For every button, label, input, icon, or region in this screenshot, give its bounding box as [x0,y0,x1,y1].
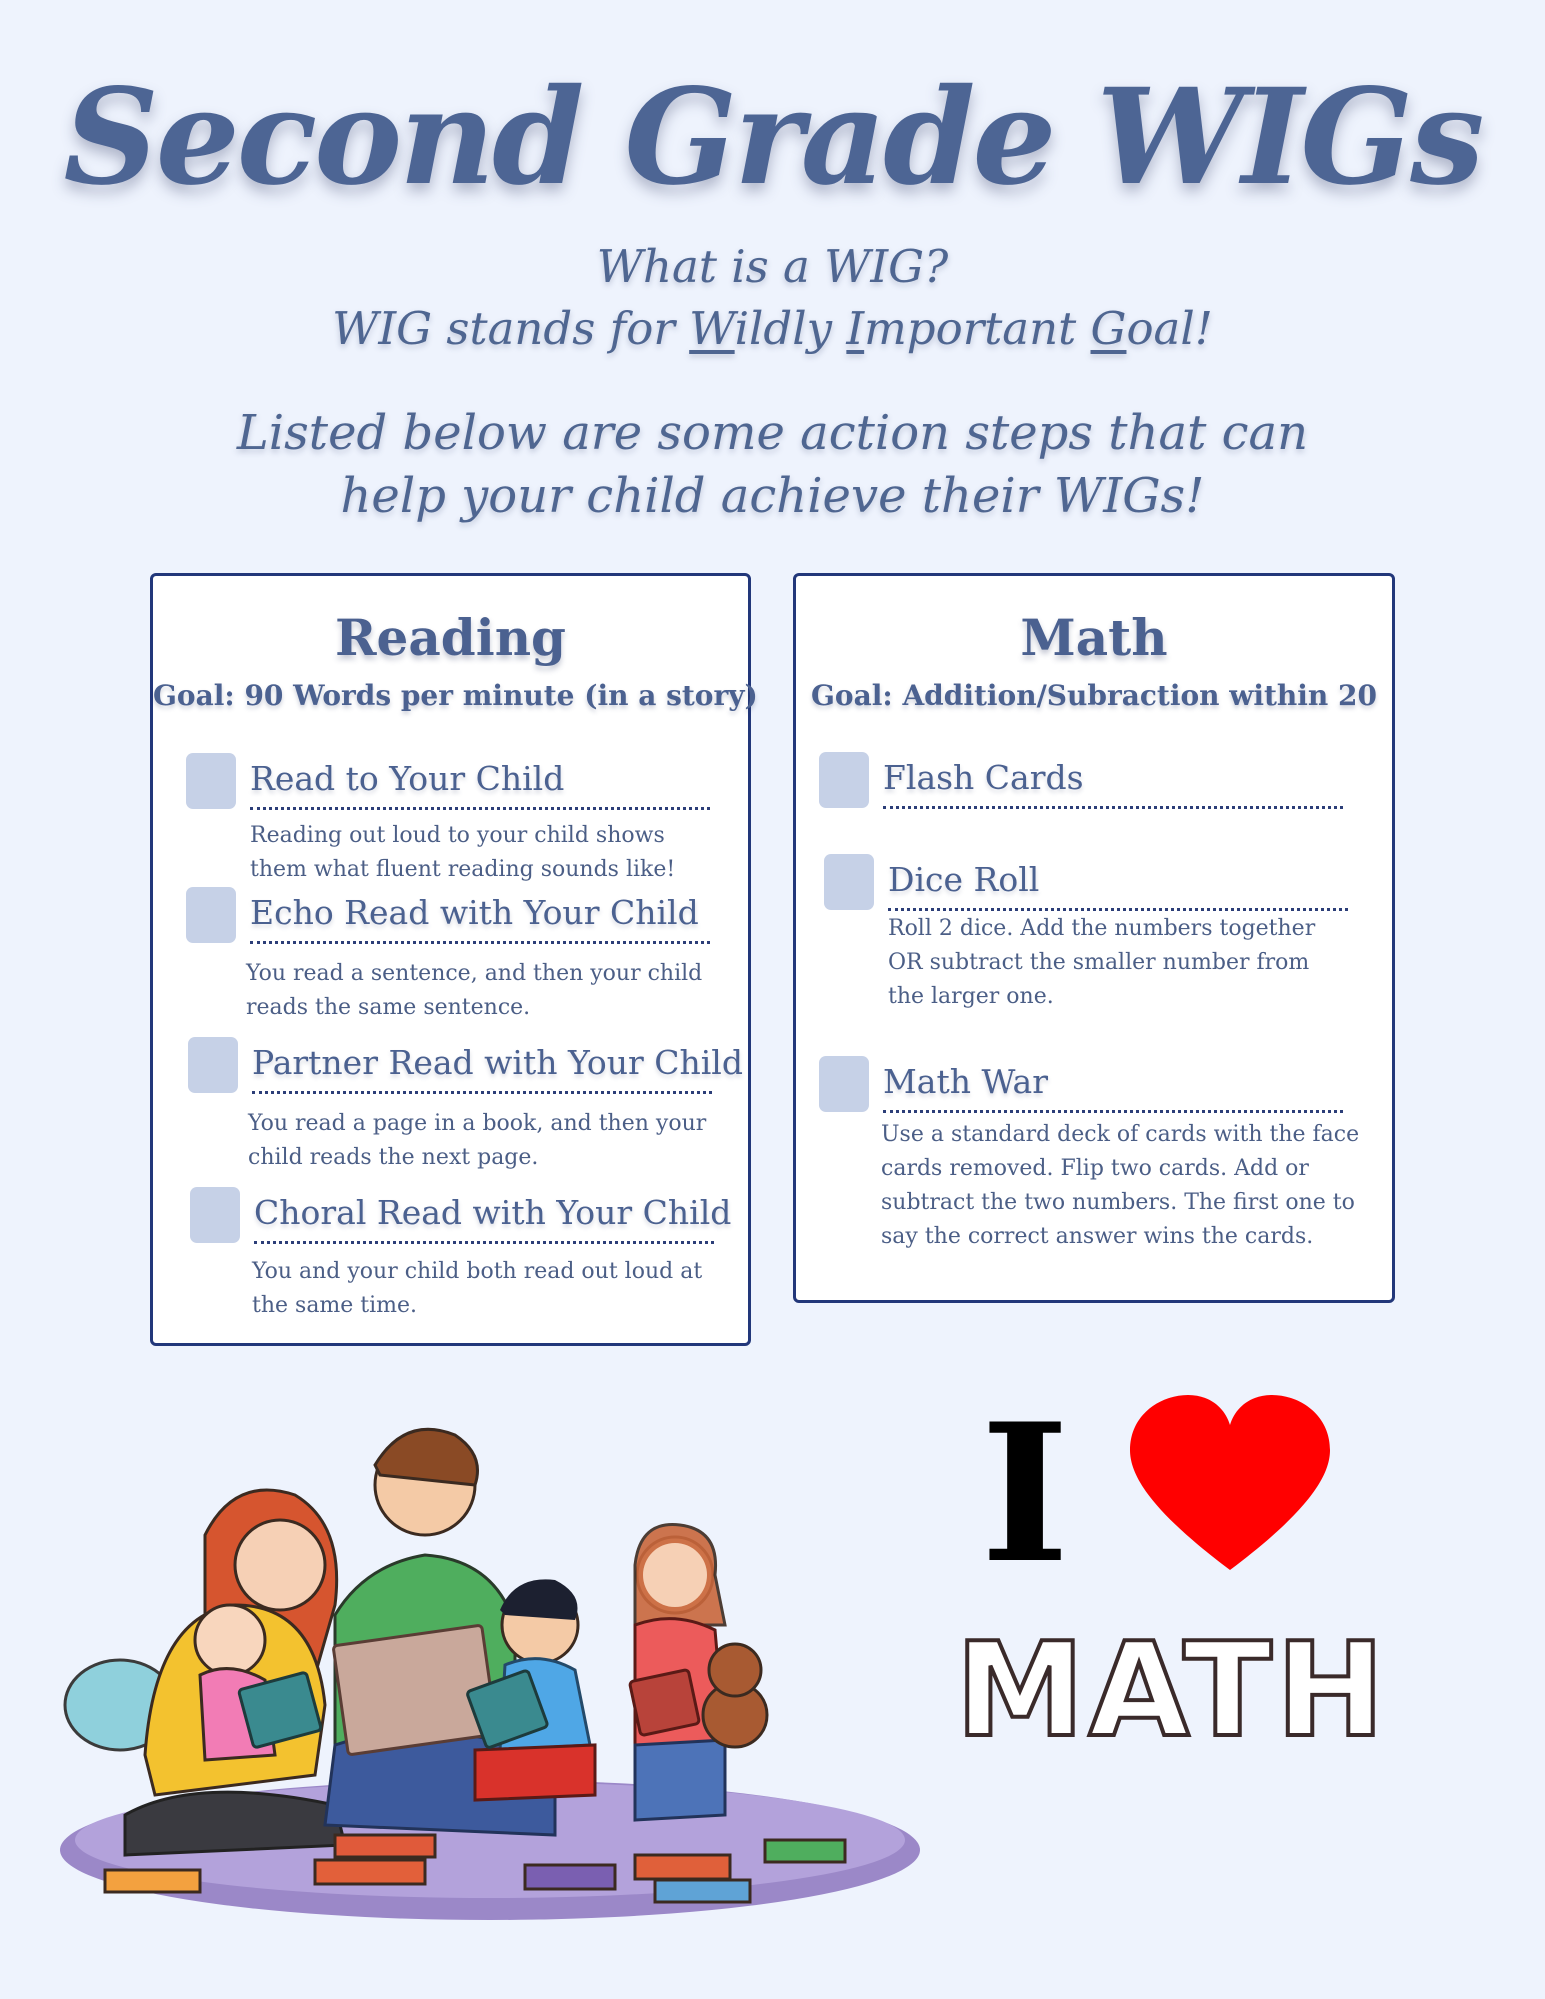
checkbox[interactable] [186,887,236,943]
math-item-desc: Roll 2 dice. Add the numbers together OR subtract the smaller number from the larger one. [888,916,1316,1009]
math-panel [793,573,1395,1303]
i-love-math-graphic [930,1380,1410,1760]
girl [629,1525,767,1821]
reading-item-title: Partner Read with Your Child [252,1043,743,1082]
reading-item-title: Read to Your Child [250,759,565,798]
dotted-divider [888,908,1348,911]
checkbox[interactable] [819,1056,869,1112]
checkbox[interactable] [188,1037,238,1093]
definition-i-rest: mportant [864,302,1091,355]
reading-item-desc: You read a page in a book, and then your child reads the next page. [248,1111,707,1170]
i-letter: I [980,1382,1070,1605]
reading-item-title: Echo Read with Your Child [250,893,699,932]
reading-item-desc: You read a sentence, and then your child reads the same sentence. [246,961,703,1020]
definition-g: G [1090,302,1127,355]
dotted-divider [250,941,710,944]
heart-icon [1130,1395,1330,1570]
checkbox[interactable] [819,752,869,808]
math-item-desc: Use a standard deck of cards with the face cards removed. Flip two cards. Add or subtract the two numbers. The first one to say the correct answer wins the cards. [881,1122,1360,1249]
math-item-title: Flash Cards [883,758,1084,797]
dotted-divider [252,1091,712,1094]
math-title: Math [1020,608,1168,667]
dotted-divider [250,807,710,810]
math-item-title: Math War [883,1062,1048,1101]
intro-line-2: help your child achieve their WIGs! [340,468,1205,524]
definition-w: W [689,302,735,355]
reading-item-desc: Reading out loud to your child shows them what fluent reading sounds like! [250,823,676,882]
reading-item-title: Choral Read with Your Child [254,1193,732,1232]
definition-w-rest: ildly [734,302,847,355]
reading-item-desc: You and your child both read out loud at the same time. [252,1259,703,1318]
dotted-divider [883,806,1343,809]
math-goal: Goal: Addition/Subraction within 20 [811,679,1377,712]
definition-prefix: WIG stands for [332,302,690,355]
page-title: Second Grade WIGs [63,60,1482,215]
definition-i: I [846,302,865,355]
dotted-divider [883,1110,1343,1113]
wig-definition [0,302,1545,355]
checkbox[interactable] [824,854,874,910]
family-reading-illustration [35,1415,935,1935]
intro-line-1: Listed below are some action steps that can [236,405,1309,461]
math-word: MATH [955,1614,1389,1760]
reading-goal: Goal: 90 Words per minute (in a story) [153,679,758,712]
reading-title: Reading [334,608,567,667]
checkbox[interactable] [190,1187,240,1243]
wig-question: What is a WIG? [596,240,949,293]
math-item-title: Dice Roll [888,860,1040,899]
reading-panel [150,573,758,1346]
definition-g-rest: oal! [1126,302,1213,355]
dotted-divider [254,1241,714,1244]
checkbox[interactable] [186,753,236,809]
